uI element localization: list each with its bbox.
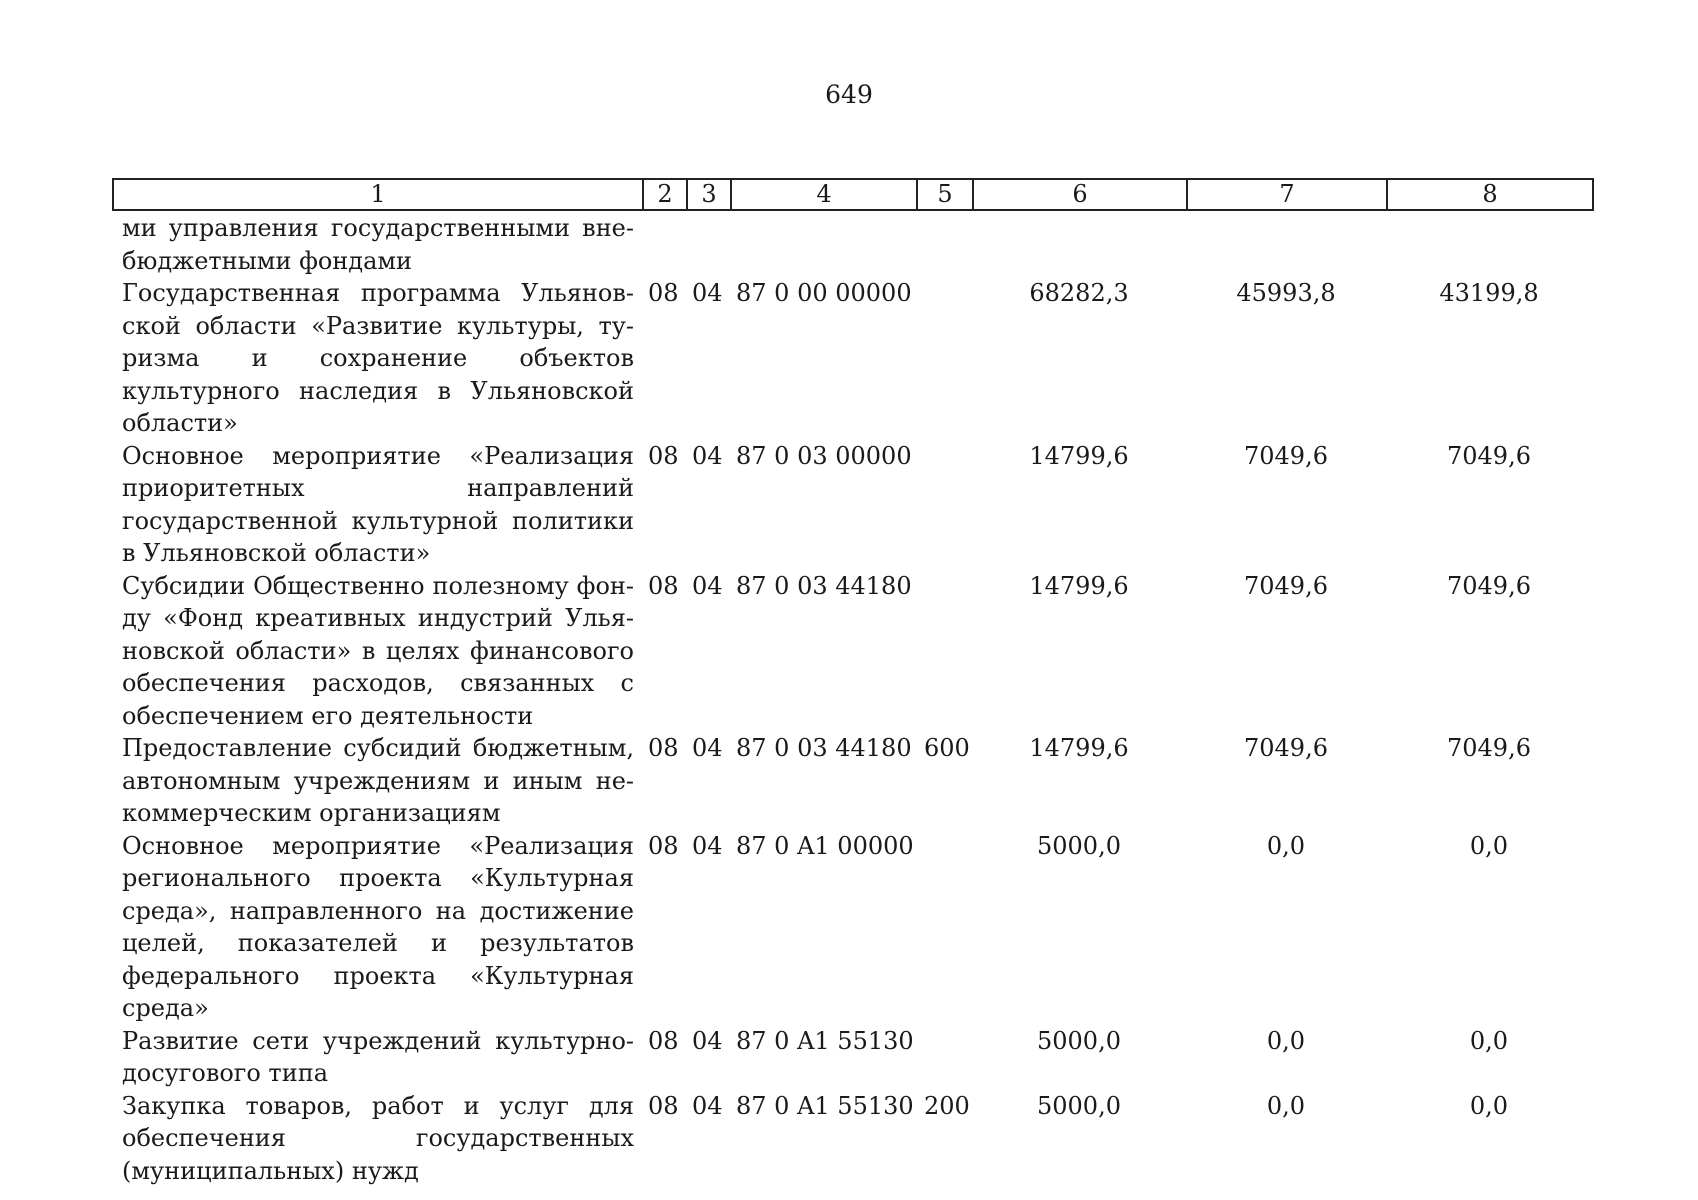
- row-amount-2: 7049,6: [1244, 571, 1328, 600]
- row-target-code: 87 0 A1 55130: [736, 1026, 914, 1055]
- table-row: [112, 1090, 1592, 1188]
- row-subsection: 04: [692, 1026, 723, 1055]
- row-section: 08: [648, 279, 679, 307]
- row-amount-1: [972, 212, 1186, 277]
- row-section: 08: [648, 734, 679, 762]
- row-subsection: 04: [692, 279, 723, 307]
- table-row: [112, 732, 1592, 830]
- row-amount-2: 7049,6: [1244, 734, 1328, 762]
- column-header: 4: [731, 179, 917, 210]
- row-amount-3: 43199,8: [1439, 279, 1539, 307]
- row-target-code: 87 0 03 00000: [736, 441, 912, 470]
- row-section: 08: [648, 1091, 679, 1120]
- row-amount-3: [1386, 212, 1592, 277]
- row-subsection: 04: [692, 734, 723, 762]
- budget-table: [112, 212, 1592, 1187]
- column-header: 8: [1387, 179, 1593, 210]
- column-header: 7: [1187, 179, 1387, 210]
- row-section: [642, 212, 686, 277]
- row-amount-2: 0,0: [1266, 831, 1306, 860]
- row-section: 08: [648, 1026, 679, 1055]
- row-amount-3: 7049,6: [1447, 571, 1531, 600]
- table-row: [112, 212, 1592, 277]
- row-amount-1: 14799,6: [1029, 441, 1129, 470]
- row-subsection: 04: [692, 441, 723, 470]
- row-amount-2: 7049,6: [1244, 441, 1328, 470]
- row-target-code: 87 0 A1 55130: [736, 1091, 914, 1120]
- row-amount-2: 0,0: [1266, 1026, 1306, 1055]
- row-amount-3: 0,0: [1469, 1091, 1509, 1120]
- column-header: 3: [687, 179, 731, 210]
- row-expense-type: 600: [924, 734, 970, 762]
- row-amount-2: 45993,8: [1236, 279, 1336, 307]
- row-amount-1: 5000,0: [1037, 831, 1121, 860]
- row-amount-2: 0,0: [1266, 1091, 1306, 1120]
- row-name: Основное мероприятие «Реализация регионального проекта «Культурная среда», направленного на достижение целей, показателей и результатов федерального проекта «Культурная среда»: [122, 831, 634, 1022]
- row-amount-3: 7049,6: [1447, 734, 1531, 762]
- table-row: [112, 570, 1592, 733]
- row-target-code: 87 0 00 00000: [736, 279, 912, 307]
- row-target-code: 87 0 03 44180: [736, 571, 912, 600]
- row-expense-type: [916, 277, 972, 440]
- row-amount-1: 68282,3: [1029, 279, 1129, 307]
- row-name: Закупка товаров, работ и услуг для обеспечения государственных (муниципальных) нужд: [122, 1091, 634, 1185]
- row-expense-type: [916, 830, 972, 1025]
- row-expense-type: [916, 1025, 972, 1090]
- page-number: 649: [825, 80, 873, 109]
- row-name: Развитие сети учреждений культурно-досугового типа: [122, 1026, 634, 1087]
- table-row: [112, 830, 1592, 1025]
- row-amount-1: 14799,6: [1029, 734, 1129, 762]
- row-name: Основное мероприятие «Реализация приоритетных направлений государственной культурной политики в Ульяновской области»: [122, 441, 634, 567]
- row-target-code: 87 0 A1 00000: [736, 831, 914, 860]
- row-name: ми управления государственными внебюджетными фондами: [122, 214, 634, 275]
- row-name: Предоставление субсидий бюджетным, автономным учреждениям и иным некоммерческим организациям: [122, 734, 634, 827]
- column-header-row: [113, 179, 1593, 210]
- table-row: [112, 277, 1592, 440]
- row-amount-1: 14799,6: [1029, 571, 1129, 600]
- row-subsection: 04: [692, 831, 723, 860]
- row-target-code: [730, 212, 916, 277]
- row-amount-3: 0,0: [1469, 831, 1509, 860]
- row-subsection: 04: [692, 1091, 723, 1120]
- column-header: 2: [643, 179, 687, 210]
- column-header: 1: [113, 179, 643, 210]
- row-target-code: 87 0 03 44180: [736, 734, 912, 762]
- row-section: 08: [648, 571, 679, 600]
- row-section: 08: [648, 831, 679, 860]
- row-expense-type: 200: [924, 1091, 970, 1120]
- row-expense-type: [916, 570, 972, 733]
- row-subsection: [686, 212, 730, 277]
- row-amount-2: [1186, 212, 1386, 277]
- table-row: [112, 440, 1592, 570]
- row-subsection: 04: [692, 571, 723, 600]
- row-name: Субсидии Общественно полезному фонду «Фонд креативных индустрий Ульяновской области» в целях финансового обеспечения расходов, связанных с обеспечением его деятельности: [122, 571, 634, 730]
- row-expense-type: [916, 440, 972, 570]
- column-header: 6: [973, 179, 1187, 210]
- column-header: 5: [917, 179, 973, 210]
- row-section: 08: [648, 441, 679, 470]
- table-row: [112, 1025, 1592, 1090]
- row-amount-1: 5000,0: [1037, 1091, 1121, 1120]
- row-amount-1: 5000,0: [1037, 1026, 1121, 1055]
- column-header-table: [112, 178, 1594, 211]
- row-amount-3: 0,0: [1469, 1026, 1509, 1055]
- row-name: Государственная программа Ульяновской области «Развитие культуры, туризма и сохранение объектов культурного наследия в Ульяновской области»: [122, 279, 634, 437]
- row-amount-3: 7049,6: [1447, 441, 1531, 470]
- row-expense-type: [916, 212, 972, 277]
